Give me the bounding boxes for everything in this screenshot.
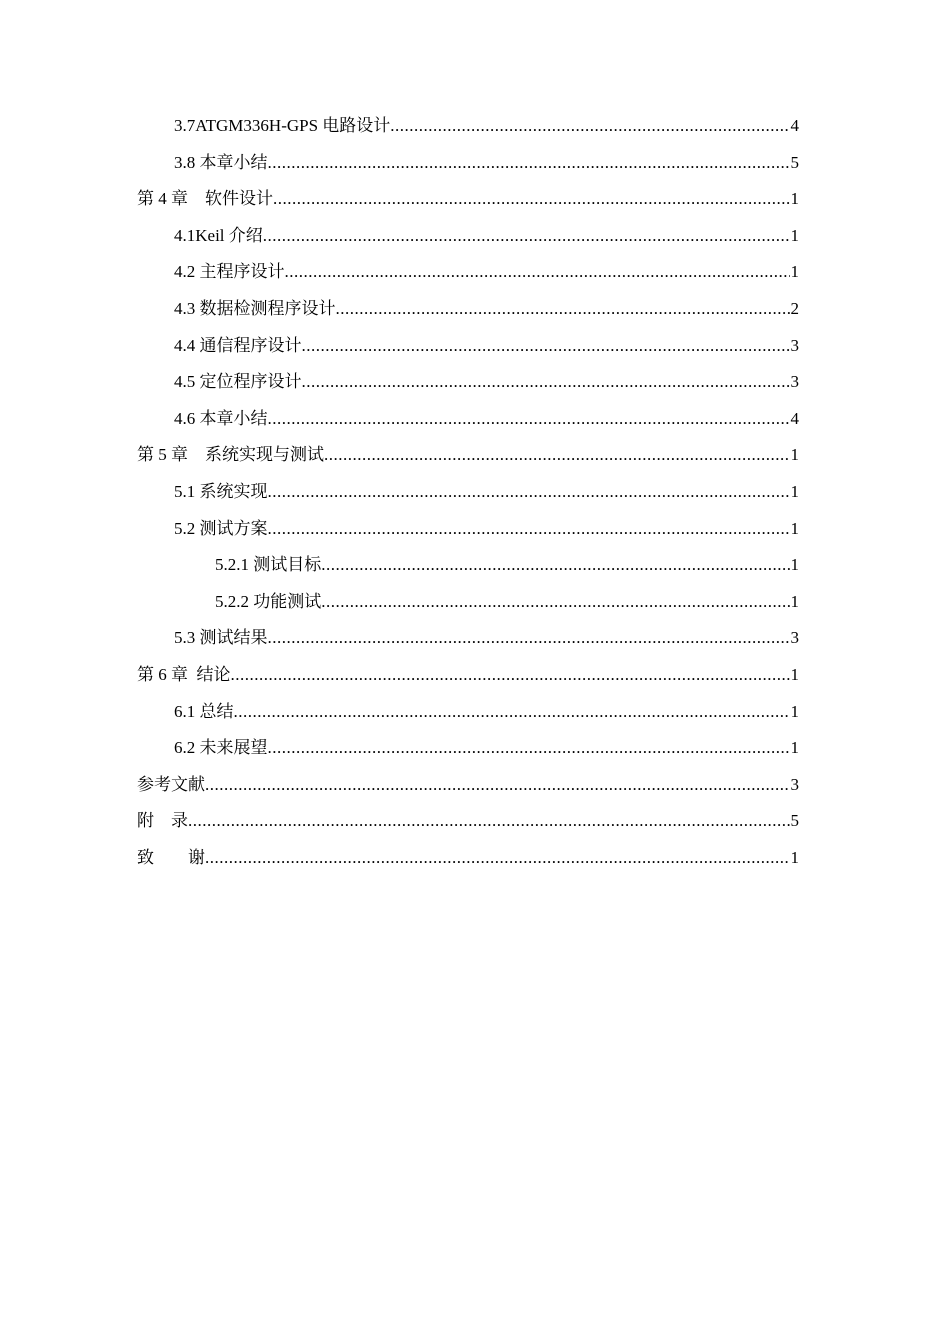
toc-page-number: 1 — [790, 738, 799, 758]
toc-entry-4-5[interactable] — [137, 364, 799, 401]
toc-entry-acknowledgements[interactable] — [137, 840, 799, 877]
toc-dot-leader — [302, 364, 790, 401]
toc-page-number: 1 — [790, 481, 799, 501]
toc-entry-title: 第 4 章 软件设计 — [137, 189, 273, 209]
toc-entry-4-4[interactable] — [137, 328, 799, 365]
toc-entry-title: 5.3 测试结果 — [174, 628, 268, 648]
toc-entry-4-6[interactable] — [137, 401, 799, 438]
toc-entry-title: 4.4 通信程序设计 — [174, 335, 302, 355]
toc-entry-5-1[interactable] — [137, 474, 799, 511]
toc-entry-title: 第 5 章 系统实现与测试 — [137, 445, 324, 465]
toc-entry-title: 3.8 本章小结 — [174, 152, 268, 172]
toc-dot-leader — [205, 767, 790, 804]
toc-entry-6-2[interactable] — [137, 730, 799, 767]
toc-entry-title: 4.3 数据检测程序设计 — [174, 298, 336, 318]
toc-entry-title: 4.2 主程序设计 — [174, 262, 285, 282]
toc-dot-leader — [188, 803, 790, 840]
toc-dot-leader — [321, 584, 789, 621]
toc-entry-4-1[interactable] — [137, 218, 799, 255]
toc-page-number: 1 — [790, 225, 799, 245]
toc-page-number: 1 — [790, 518, 799, 538]
toc-dot-leader — [205, 840, 790, 877]
toc-page-number: 4 — [790, 408, 799, 428]
toc-dot-leader — [321, 547, 789, 584]
toc-entry-references[interactable] — [137, 767, 799, 804]
toc-entry-title: 4.1Keil 介绍 — [174, 225, 263, 245]
toc-dot-leader — [263, 218, 790, 255]
toc-dot-leader — [268, 730, 790, 767]
toc-page-number: 1 — [790, 701, 799, 721]
toc-page-number: 3 — [790, 774, 799, 794]
toc-entry-title: 6.1 总结 — [174, 701, 234, 721]
toc-page-number: 1 — [790, 591, 799, 611]
toc-entry-5-2-1[interactable] — [137, 547, 799, 584]
toc-page-number: 5 — [790, 152, 799, 172]
toc-page-number: 1 — [790, 262, 799, 282]
toc-page-number: 1 — [790, 664, 799, 684]
toc-entry-4-3[interactable] — [137, 291, 799, 328]
toc-page-number: 4 — [790, 116, 799, 135]
toc-dot-leader — [268, 145, 790, 182]
toc-dot-leader — [268, 474, 790, 511]
toc-page-number: 3 — [790, 372, 799, 392]
toc-dot-leader — [268, 511, 790, 548]
toc-page-number: 2 — [790, 298, 799, 318]
toc-entry-chapter-6[interactable] — [137, 657, 799, 694]
toc-dot-leader — [231, 657, 790, 694]
toc-dot-leader — [268, 620, 790, 657]
toc-entry-title: 第 6 章 结论 — [137, 664, 231, 684]
toc-entry-title: 附 录 — [137, 811, 188, 831]
toc-dot-leader — [390, 108, 789, 145]
toc-entry-title: 6.2 未来展望 — [174, 738, 268, 758]
toc-dot-leader — [285, 254, 790, 291]
toc-entry-title: 4.6 本章小结 — [174, 408, 268, 428]
toc-entry-3-8[interactable] — [137, 145, 799, 182]
table-of-contents — [137, 108, 799, 876]
toc-entry-appendix[interactable] — [137, 803, 799, 840]
toc-entry-6-1[interactable] — [137, 694, 799, 731]
toc-entry-title: 5.2.2 功能测试 — [215, 591, 322, 611]
toc-entry-title: 3.7ATGM336H-GPS 电路设计 — [174, 116, 391, 135]
toc-entry-title: 5.2.1 测试目标 — [215, 555, 322, 575]
toc-page-number: 1 — [790, 555, 799, 575]
toc-entry-chapter-4[interactable] — [137, 181, 799, 218]
toc-entry-title: 参考文献 — [137, 774, 205, 794]
toc-entry-title: 5.2 测试方案 — [174, 518, 268, 538]
toc-entry-5-2-2[interactable] — [137, 584, 799, 621]
toc-dot-leader — [234, 694, 790, 731]
toc-entry-4-2[interactable] — [137, 254, 799, 291]
toc-page-number: 1 — [790, 847, 799, 867]
toc-entry-chapter-5[interactable] — [137, 437, 799, 474]
toc-page-number: 1 — [790, 189, 799, 209]
toc-entry-title: 5.1 系统实现 — [174, 481, 268, 501]
toc-page-number: 1 — [790, 445, 799, 465]
toc-page-number: 5 — [790, 811, 799, 831]
toc-entry-5-2[interactable] — [137, 511, 799, 548]
toc-dot-leader — [324, 437, 790, 474]
toc-dot-leader — [302, 328, 790, 365]
toc-page-number: 3 — [790, 628, 799, 648]
toc-dot-leader — [268, 401, 790, 438]
toc-dot-leader — [336, 291, 790, 328]
toc-entry-5-3[interactable] — [137, 620, 799, 657]
toc-entry-title: 4.5 定位程序设计 — [174, 372, 302, 392]
toc-entry-3-7[interactable] — [137, 108, 799, 145]
toc-dot-leader — [273, 181, 790, 218]
toc-entry-title: 致 谢 — [137, 847, 205, 867]
toc-page-number: 3 — [790, 335, 799, 355]
